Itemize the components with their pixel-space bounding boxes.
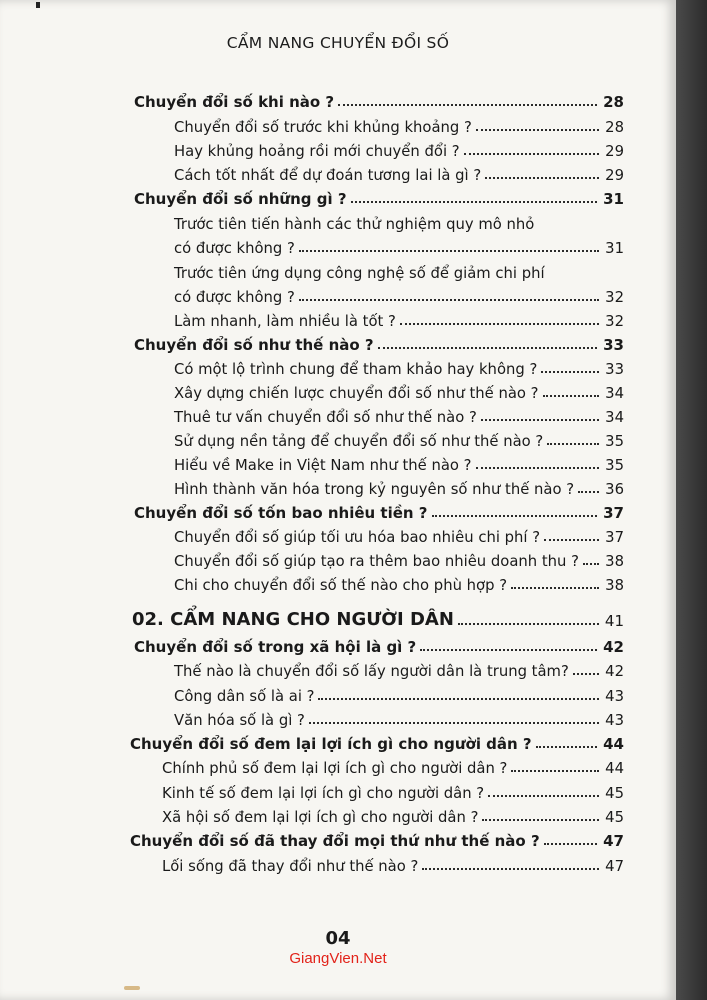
toc-part-heading bbox=[132, 608, 624, 630]
toc-entry-page: 29 bbox=[605, 143, 624, 160]
dot-leader bbox=[488, 795, 599, 797]
toc-subsection-entry bbox=[174, 683, 624, 705]
toc-subsection-entry bbox=[174, 548, 624, 570]
toc-subsection-entry bbox=[174, 235, 624, 257]
toc-section-entry bbox=[134, 89, 624, 111]
toc-entry-title: Hình thành văn hóa trong kỷ nguyên số như thế nào ? bbox=[174, 481, 575, 498]
smudge-mark bbox=[124, 986, 140, 990]
dot-leader bbox=[536, 746, 597, 748]
dot-leader bbox=[299, 250, 599, 252]
toc-entry-page: 32 bbox=[605, 289, 624, 306]
toc-entry-page: 36 bbox=[605, 481, 624, 498]
toc-subsection-entry bbox=[162, 804, 624, 826]
toc-section-entry bbox=[130, 731, 624, 753]
toc-entry-page: 45 bbox=[605, 809, 624, 826]
toc-entry-page: 38 bbox=[605, 553, 624, 570]
toc-entry-page: 42 bbox=[603, 638, 624, 656]
toc-entry-page: 38 bbox=[605, 577, 624, 594]
toc-entry-page: 42 bbox=[605, 663, 624, 680]
toc-subsection-entry bbox=[174, 138, 624, 160]
toc-entry-title: có được không ? bbox=[174, 240, 295, 257]
toc-entry-page: 45 bbox=[605, 785, 624, 802]
toc-entry-title: Xây dựng chiến lược chuyển đổi số như thế nào ? bbox=[174, 385, 539, 402]
toc-entry-title: Cách tốt nhất để dự đoán tương lai là gì ? bbox=[174, 167, 482, 184]
toc-section-entry bbox=[134, 634, 624, 656]
toc-entry-title: Trước tiên ứng dụng công nghệ số để giảm chi phí bbox=[174, 265, 545, 282]
page-number: 04 bbox=[325, 928, 351, 949]
toc-entry-title: Công dân số là ai ? bbox=[174, 688, 315, 705]
toc-entry-page: 35 bbox=[605, 433, 624, 450]
dot-leader bbox=[583, 563, 599, 565]
toc-entry-title: Chuyển đổi số như thế nào ? bbox=[134, 336, 374, 354]
toc-entry-page: 34 bbox=[605, 385, 624, 402]
book-edge-shadow bbox=[676, 0, 707, 1000]
dot-leader bbox=[544, 539, 599, 541]
toc-entry-title: 02. CẨM NANG CHO NGƯỜI DÂN bbox=[132, 609, 454, 630]
dot-leader bbox=[458, 623, 599, 625]
toc-subsection-entry bbox=[174, 308, 624, 330]
dot-leader bbox=[420, 649, 597, 651]
dot-leader bbox=[351, 201, 598, 203]
toc-entry-title: Sử dụng nền tảng để chuyển đổi số như thế nào ? bbox=[174, 433, 544, 450]
toc-entry-title: Chuyển đổi số trước khi khủng khoảng ? bbox=[174, 119, 472, 136]
dot-leader bbox=[309, 722, 599, 724]
toc-entry-title: Làm nhanh, làm nhiều là tốt ? bbox=[174, 313, 396, 330]
toc-entry-title: Lối sống đã thay đổi như thế nào ? bbox=[162, 858, 419, 875]
toc-subsection-entry bbox=[162, 780, 624, 802]
toc-subsection-entry bbox=[174, 356, 624, 378]
toc-entry-page: 37 bbox=[605, 529, 624, 546]
toc-section-entry bbox=[130, 828, 624, 850]
dot-leader bbox=[432, 515, 598, 517]
dot-leader bbox=[481, 419, 599, 421]
toc-entry-title: Thế nào là chuyển đổi số lấy người dân là trung tâm? bbox=[174, 663, 569, 680]
toc-entry-page: 31 bbox=[605, 240, 624, 257]
dot-leader bbox=[511, 770, 599, 772]
dot-leader bbox=[422, 868, 599, 870]
toc-subsection-entry bbox=[174, 380, 624, 402]
toc-entry-title: Chính phủ số đem lại lợi ích gì cho người dân ? bbox=[162, 760, 508, 777]
dot-leader bbox=[378, 347, 598, 349]
toc-entry-title: Chuyển đổi số tốn bao nhiêu tiền ? bbox=[134, 504, 428, 522]
toc-entry-page: 28 bbox=[605, 119, 624, 136]
toc-subsection-entry bbox=[174, 211, 624, 233]
toc-entry-title: Trước tiên tiến hành các thử nghiệm quy mô nhỏ bbox=[174, 216, 535, 233]
toc-subsection-entry bbox=[174, 284, 624, 306]
dot-leader bbox=[547, 443, 599, 445]
toc-entry-title: Chuyển đổi số những gì ? bbox=[134, 190, 347, 208]
toc-entry-title: Xã hội số đem lại lợi ích gì cho người dân ? bbox=[162, 809, 479, 826]
dot-leader bbox=[541, 371, 599, 373]
toc-entry-page: 33 bbox=[603, 336, 624, 354]
toc-entry-title: Thuê tư vấn chuyển đổi số như thế nào ? bbox=[174, 409, 477, 426]
toc-entry-page: 47 bbox=[603, 832, 624, 850]
dot-leader bbox=[578, 491, 599, 493]
toc-subsection-entry bbox=[174, 428, 624, 450]
dot-leader bbox=[476, 129, 599, 131]
toc-subsection-entry bbox=[174, 452, 624, 474]
dot-leader bbox=[400, 323, 599, 325]
toc-entry-page: 47 bbox=[605, 858, 624, 875]
toc-entry-page: 31 bbox=[603, 190, 624, 208]
toc-subsection-entry bbox=[162, 755, 624, 777]
toc-entry-page: 33 bbox=[605, 361, 624, 378]
toc-entry-page: 43 bbox=[605, 688, 624, 705]
toc-entry-title: Chuyển đổi số đã thay đổi mọi thứ như thế nào ? bbox=[130, 832, 540, 850]
toc-entry-title: Hiểu về Make in Việt Nam như thế nào ? bbox=[174, 457, 472, 474]
toc-subsection-entry bbox=[174, 658, 624, 680]
dot-leader bbox=[573, 673, 599, 675]
toc-entry-title: Chuyển đổi số giúp tối ưu hóa bao nhiêu chi phí ? bbox=[174, 529, 541, 546]
toc-entry-page: 34 bbox=[605, 409, 624, 426]
toc-entry-title: Chuyển đổi số đem lại lợi ích gì cho người dân ? bbox=[130, 735, 532, 753]
watermark-text: GiangVien.Net bbox=[289, 950, 387, 967]
toc-entry-title: Kinh tế số đem lại lợi ích gì cho người dân ? bbox=[162, 785, 485, 802]
toc-subsection-entry bbox=[162, 853, 624, 875]
toc-subsection-entry bbox=[174, 404, 624, 426]
dot-leader bbox=[511, 587, 599, 589]
dot-leader bbox=[543, 395, 600, 397]
dot-leader bbox=[476, 467, 600, 469]
toc-entry-page: 43 bbox=[605, 712, 624, 729]
toc-entry-page: 35 bbox=[605, 457, 624, 474]
toc-subsection-entry bbox=[174, 476, 624, 498]
toc-subsection-entry bbox=[174, 524, 624, 546]
toc-entry-title: Chuyển đổi số khi nào ? bbox=[134, 93, 335, 111]
toc-subsection-entry bbox=[174, 114, 624, 136]
dot-leader bbox=[318, 698, 599, 700]
toc-entry-page: 44 bbox=[603, 735, 624, 753]
dot-leader bbox=[299, 299, 599, 301]
toc-entry-title: Chi cho chuyển đổi số thế nào cho phù hợp ? bbox=[174, 577, 508, 594]
toc-entry-page: 41 bbox=[604, 612, 624, 630]
dot-leader bbox=[464, 153, 600, 155]
toc-entry-page: 29 bbox=[605, 167, 624, 184]
toc-entry-title: Có một lộ trình chung để tham khảo hay không ? bbox=[174, 361, 538, 378]
running-header: CẨM NANG CHUYỂN ĐỔI SỐ bbox=[226, 34, 450, 52]
toc-section-entry bbox=[134, 186, 624, 208]
toc-section-entry bbox=[134, 500, 624, 522]
toc-entry-page: 32 bbox=[605, 313, 624, 330]
toc-entry-title: Chuyển đổi số trong xã hội là gì ? bbox=[134, 638, 417, 656]
toc-entry-title: có được không ? bbox=[174, 289, 295, 306]
toc-section-entry bbox=[134, 332, 624, 354]
toc-entry-title: Văn hóa số là gì ? bbox=[174, 712, 305, 729]
toc-subsection-entry bbox=[174, 162, 624, 184]
toc-subsection-entry bbox=[174, 260, 624, 282]
toc-subsection-entry bbox=[174, 707, 624, 729]
dot-leader bbox=[482, 819, 599, 821]
toc-entry-title: Chuyển đổi số giúp tạo ra thêm bao nhiêu doanh thu ? bbox=[174, 553, 579, 570]
dot-leader bbox=[485, 177, 599, 179]
dot-leader bbox=[544, 843, 597, 845]
toc-entry-page: 37 bbox=[603, 504, 624, 522]
toc-subsection-entry bbox=[174, 572, 624, 594]
toc-entry-title: Hay khủng hoảng rồi mới chuyển đổi ? bbox=[174, 143, 460, 160]
dot-leader bbox=[338, 104, 597, 106]
toc-entry-page: 28 bbox=[603, 93, 624, 111]
toc-entry-page: 44 bbox=[605, 760, 624, 777]
